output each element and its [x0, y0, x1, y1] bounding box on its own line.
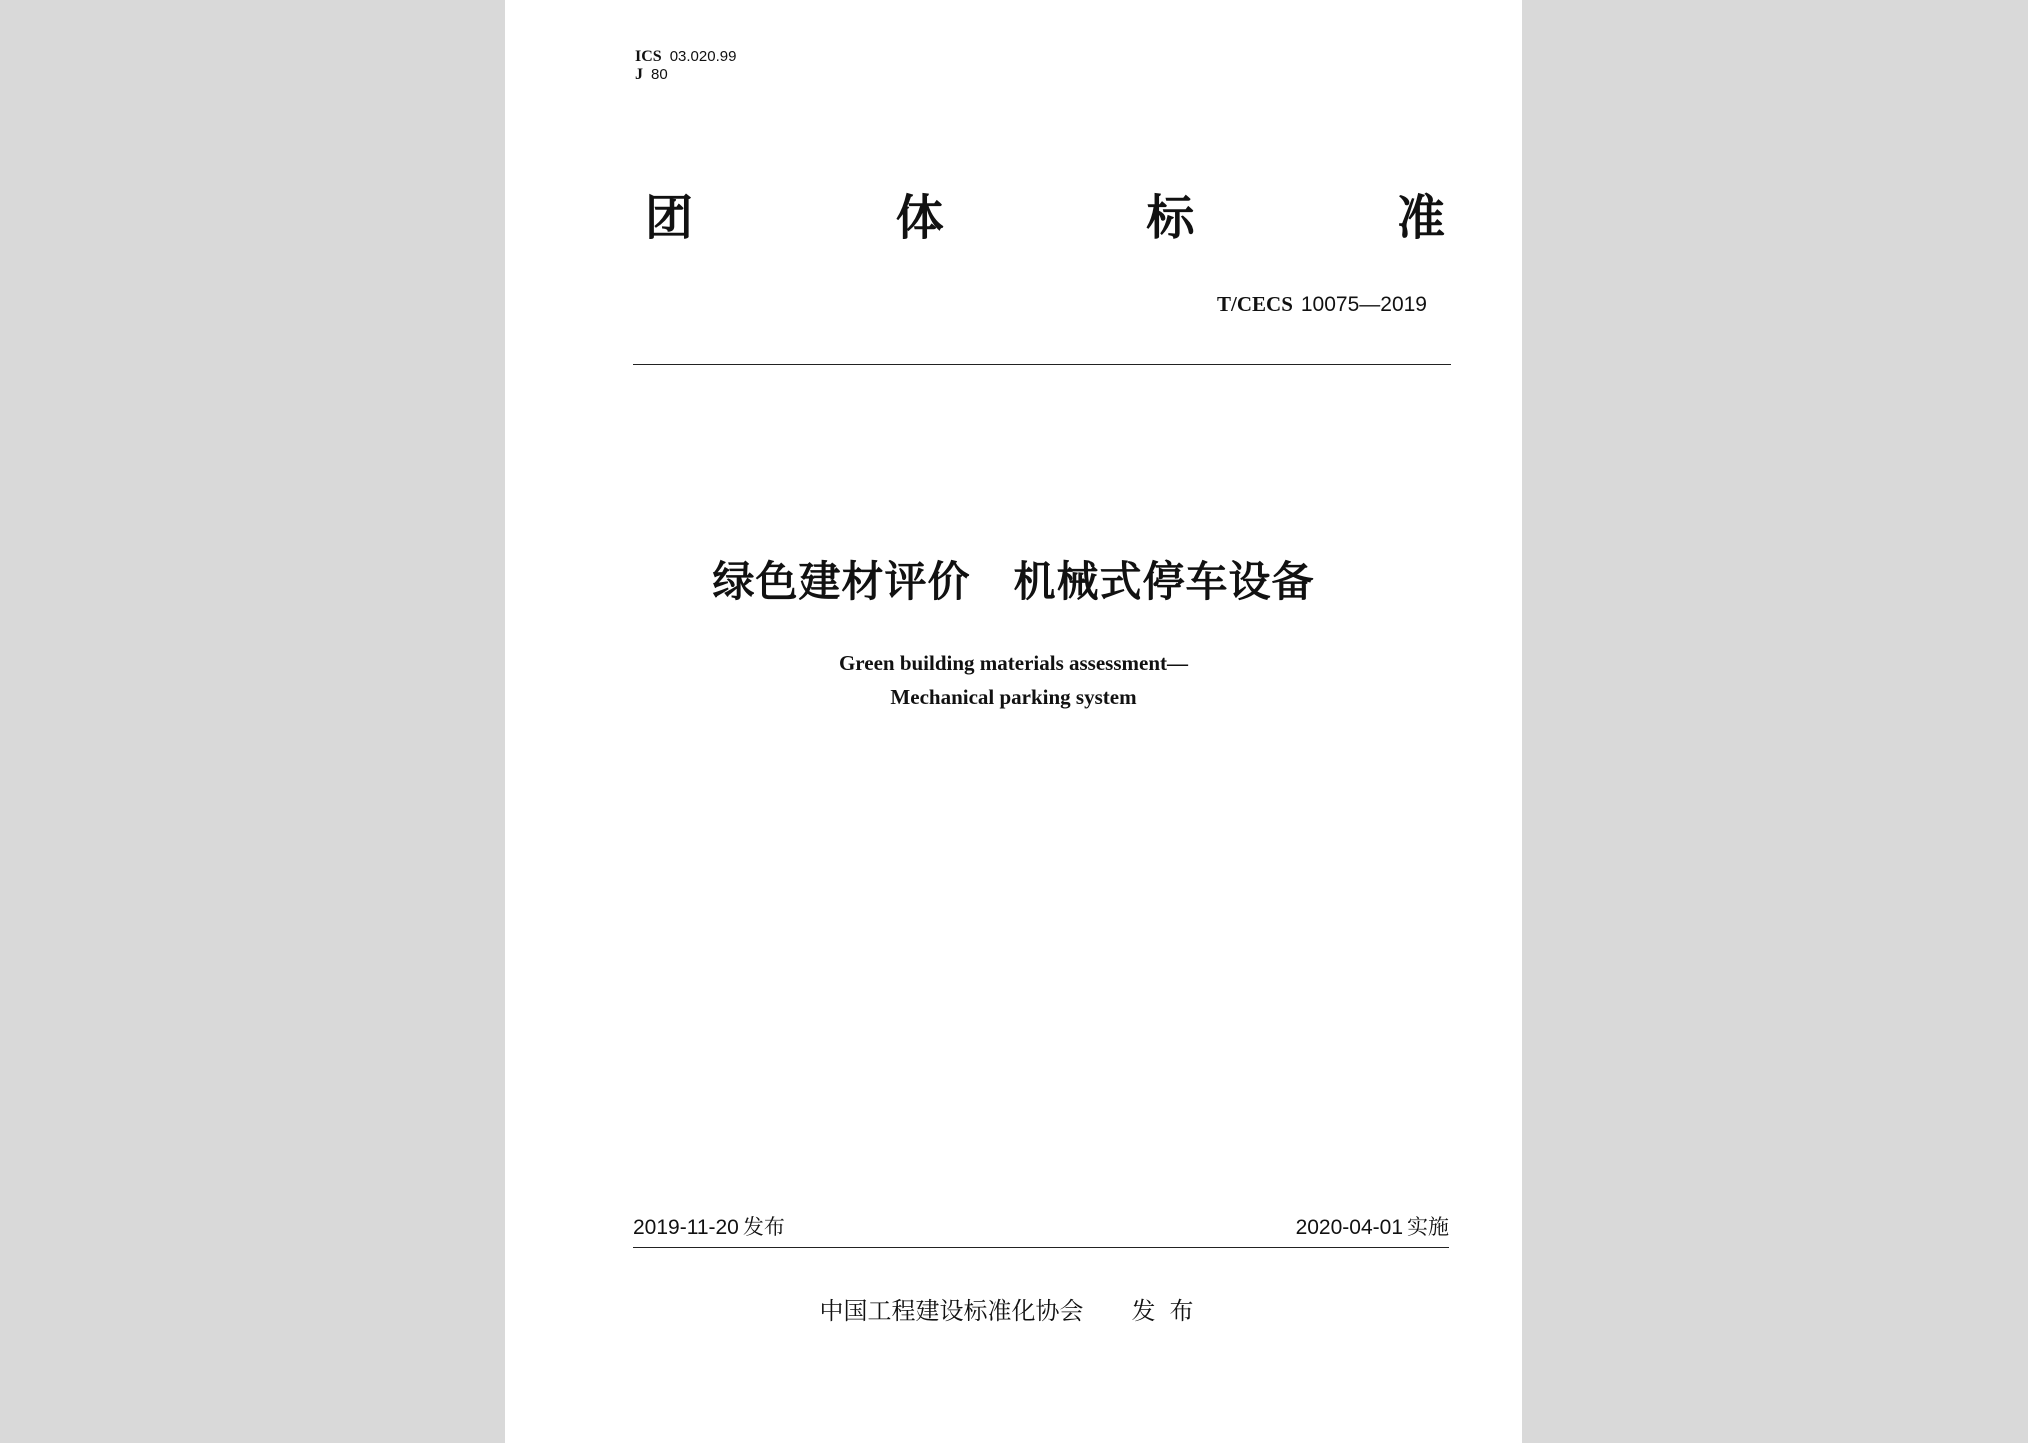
english-title — [505, 646, 1522, 714]
implement-label: 实施 — [1407, 1215, 1449, 1239]
classification-codes — [635, 48, 736, 84]
issue-label: 发布 — [742, 1215, 785, 1239]
ccs-line — [635, 66, 736, 84]
english-title-line-1: Green building materials assessment— — [838, 651, 1189, 675]
standard-type-heading — [645, 190, 1445, 246]
issue-date: 2019-11-20 — [633, 1216, 739, 1239]
standard-number-prefix: T/CECS — [1217, 292, 1293, 316]
standard-number — [1217, 292, 1427, 317]
publisher-action: 发布 — [1131, 1297, 1208, 1325]
standard-type-char: 准 — [1396, 190, 1445, 246]
dates-row — [633, 1213, 1449, 1242]
document-cover-page — [505, 0, 1522, 1443]
standard-type-char: 体 — [895, 190, 944, 246]
publisher-line — [505, 1294, 1522, 1328]
standard-type-char: 团 — [645, 190, 694, 246]
english-title-line-2: Mechanical parking system — [890, 685, 1137, 709]
header-divider — [633, 364, 1451, 365]
publisher-name: 中国工程建设标准化协会 — [819, 1297, 1084, 1325]
standard-type-char: 标 — [1146, 190, 1195, 246]
ccs-label: J — [635, 66, 643, 83]
standard-number-digits: 10075—2019 — [1300, 293, 1427, 316]
ics-code: 03.020.99 — [669, 48, 737, 65]
ics-label: ICS — [635, 48, 662, 65]
chinese-title: 绿色建材评价 机械式停车设备 — [712, 557, 1315, 606]
ccs-code: 80 — [651, 66, 668, 83]
issue-date-block — [633, 1213, 785, 1242]
implement-date: 2020-04-01 — [1295, 1216, 1403, 1239]
ics-line — [635, 48, 736, 66]
footer-divider — [633, 1247, 1449, 1248]
implement-date-block — [1296, 1213, 1449, 1242]
